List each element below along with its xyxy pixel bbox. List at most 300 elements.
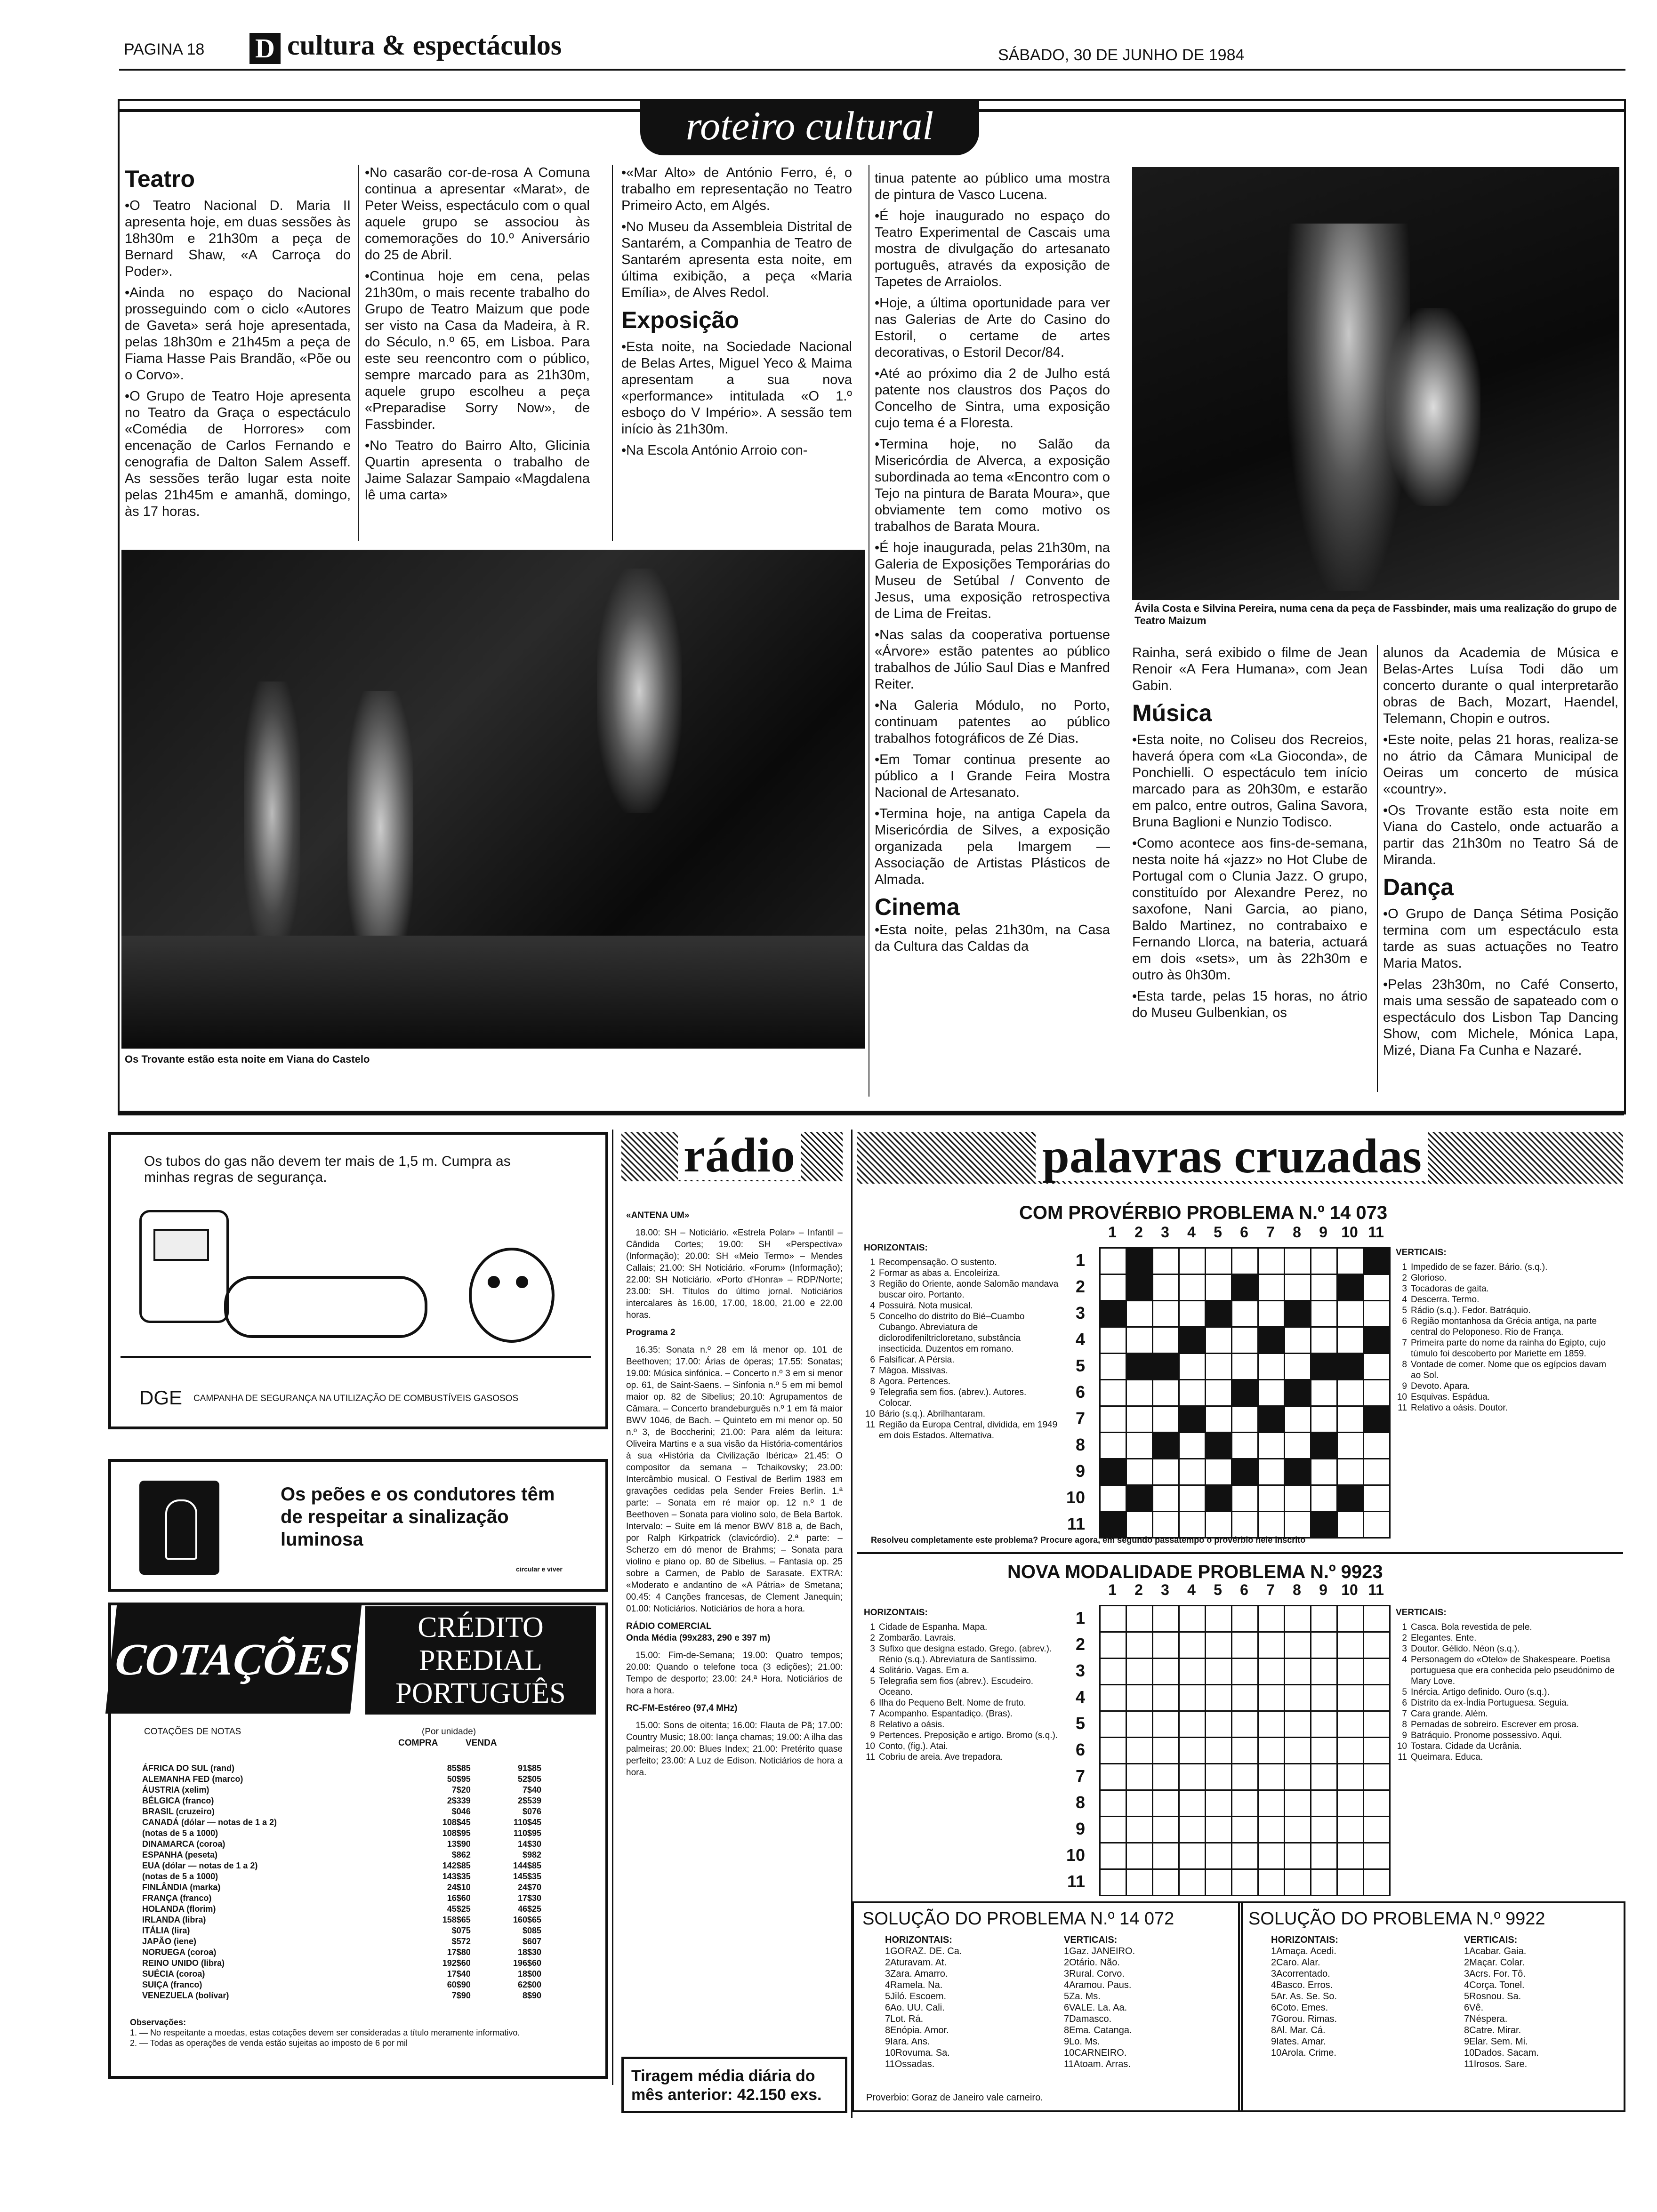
grid-cell[interactable] (1206, 1274, 1232, 1301)
grid-cell[interactable] (1206, 1354, 1232, 1380)
exposicao-heading: Exposição (621, 307, 740, 333)
grid-cell[interactable] (1179, 1764, 1206, 1790)
grid-cell[interactable] (1179, 1632, 1206, 1659)
grid-cell[interactable] (1153, 1459, 1179, 1485)
clue-line (1464, 2002, 1615, 2013)
clue-line (1396, 1730, 1617, 1741)
row-number: 1 (1075, 1250, 1085, 1270)
grid-cell[interactable] (1258, 1817, 1285, 1843)
grid-cell[interactable] (1126, 1685, 1153, 1711)
clue-number: 2 (870, 1268, 875, 1278)
grid-cell[interactable] (1153, 1738, 1179, 1764)
grid-cell[interactable] (1179, 1711, 1206, 1738)
grid-cell[interactable] (1232, 1433, 1258, 1459)
grid-row (1100, 1248, 1390, 1274)
grid-cell[interactable] (1258, 1711, 1285, 1738)
grid-cell[interactable] (1153, 1274, 1179, 1301)
black-square (1285, 1301, 1311, 1327)
grid-cell[interactable] (1364, 1764, 1390, 1790)
clue-text: Queimara. Educa. (1411, 1752, 1483, 1762)
grid-cell[interactable] (1100, 1869, 1126, 1896)
grid-cell[interactable] (1232, 1659, 1258, 1685)
grid-cell[interactable] (1311, 1248, 1337, 1274)
grid-cell[interactable] (1364, 1354, 1390, 1380)
grid-cell[interactable] (1311, 1685, 1337, 1711)
grid-cell[interactable] (1126, 1459, 1153, 1485)
grid-cell[interactable] (1258, 1764, 1285, 1790)
problem-9923-title: NOVA MODALIDADE PROBLEMA N.º 9923 (1007, 1562, 1383, 1582)
grid-cell[interactable] (1311, 1485, 1337, 1512)
black-square (1337, 1485, 1364, 1512)
grid-cell[interactable] (1285, 1433, 1311, 1459)
grid-cell[interactable] (1364, 1512, 1390, 1538)
sell-rate: 7$40 (522, 1785, 541, 1795)
grid-cell[interactable] (1364, 1274, 1390, 1301)
grid-cell[interactable] (1232, 1817, 1258, 1843)
grid-cell[interactable] (1126, 1512, 1153, 1538)
grid-cell[interactable] (1337, 1817, 1364, 1843)
grid-cell[interactable] (1179, 1790, 1206, 1817)
grid-cell[interactable] (1206, 1606, 1232, 1632)
grid-cell[interactable] (1179, 1606, 1206, 1632)
row-number: 5 (1075, 1714, 1085, 1733)
grid-cell[interactable] (1311, 1406, 1337, 1433)
currency-name: IRLANDA (libra) (142, 1915, 206, 1924)
clue-line (864, 1719, 1062, 1730)
grid-cell[interactable] (1153, 1248, 1179, 1274)
grid-cell[interactable] (1258, 1459, 1285, 1485)
clue-text: Cobriu de areia. Ave trepadora. (879, 1752, 1003, 1762)
grid-cell[interactable] (1258, 1433, 1285, 1459)
grid-cell[interactable] (1285, 1606, 1311, 1632)
clue-text: Rosnou. Sa. (1469, 1991, 1521, 2002)
grid-cell[interactable] (1179, 1869, 1206, 1896)
grid-cell[interactable] (1285, 1869, 1311, 1896)
clue-line (864, 1622, 1062, 1633)
quotes-header (144, 1727, 568, 1737)
grid-cell[interactable] (1100, 1606, 1126, 1632)
grid-cell[interactable] (1311, 1459, 1337, 1485)
clue-line (864, 1752, 1062, 1763)
grid-cell[interactable] (1364, 1869, 1390, 1896)
clue-number: 3 (1402, 1284, 1407, 1294)
grid-cell[interactable] (1285, 1512, 1311, 1538)
grid-cell[interactable] (1126, 1869, 1153, 1896)
clue-line (864, 1741, 1062, 1752)
buy-rate: 108$95 (442, 1828, 471, 1838)
grid-cell[interactable] (1179, 1843, 1206, 1869)
grid-cell[interactable] (1285, 1274, 1311, 1301)
clue-number: 1 (885, 1946, 891, 1956)
clue-line (864, 1633, 1062, 1643)
grid-cell[interactable] (1179, 1817, 1206, 1843)
grid-cell[interactable] (1153, 1817, 1179, 1843)
sell-rate: 62$00 (517, 1980, 541, 1989)
black-square (1100, 1301, 1126, 1327)
grid-cell[interactable] (1258, 1301, 1285, 1327)
grid-cell[interactable] (1100, 1711, 1126, 1738)
grid-row (1100, 1843, 1390, 1869)
danca-item: • Pelas 23h30m, no Café Conserto, mais uma sessão de sapateado com o espectáculo dos Lisbon Tap Dancing Show, com Michele, Mónica Lapa, Mizé, Diana Fa Cunha e Nazaré. (1383, 977, 1618, 1059)
grid-cell[interactable] (1100, 1632, 1126, 1659)
grid-cell[interactable] (1311, 1738, 1337, 1764)
musica-column (1132, 645, 1367, 1026)
grid-cell[interactable] (1153, 1406, 1179, 1433)
grid-cell[interactable] (1100, 1764, 1126, 1790)
column-number: 2 (1134, 1224, 1143, 1241)
grid-cell[interactable] (1258, 1274, 1285, 1301)
clue-text: Tocadoras de gaita. (1411, 1284, 1489, 1294)
grid-cell[interactable] (1179, 1433, 1206, 1459)
grid-cell[interactable] (1100, 1354, 1126, 1380)
grid-cell[interactable] (1153, 1685, 1179, 1711)
grid-cell[interactable] (1126, 1301, 1153, 1327)
grid-cell[interactable] (1153, 1790, 1179, 1817)
grid-cell[interactable] (1100, 1380, 1126, 1406)
grid-cell[interactable] (1285, 1843, 1311, 1869)
grid-cell[interactable] (1285, 1485, 1311, 1512)
grid-cell[interactable] (1179, 1354, 1206, 1380)
grid-cell[interactable] (1337, 1790, 1364, 1817)
solution-9922-horizontal (1271, 1934, 1422, 2059)
clue-text: Iates. Amar. (1276, 2036, 1326, 2047)
grid-cell[interactable] (1126, 1764, 1153, 1790)
gas-mascot-illustration (469, 1248, 555, 1343)
grid-row (1100, 1485, 1390, 1512)
grid-cell[interactable] (1311, 1327, 1337, 1354)
grid-cell[interactable] (1232, 1406, 1258, 1433)
black-square (1232, 1380, 1258, 1406)
quote-row (139, 1763, 544, 1774)
crossword-rule (857, 1552, 1623, 1554)
grid-cell[interactable] (1126, 1843, 1153, 1869)
grid-cell[interactable] (1364, 1685, 1390, 1711)
grid-cell[interactable] (1311, 1274, 1337, 1301)
grid-cell[interactable] (1285, 1406, 1311, 1433)
grid-cell[interactable] (1179, 1738, 1206, 1764)
grid-cell[interactable] (1232, 1632, 1258, 1659)
grid-cell[interactable] (1232, 1354, 1258, 1380)
exposicao-item: • É hoje inaugurada, pelas 21h30m, na Galeria de Exposições Temporárias do Museu de Setúbal / Convento de Jesus, uma exposição retrospectiva de Lima de Freitas. (875, 540, 1110, 622)
grid-cell[interactable] (1100, 1790, 1126, 1817)
grid-cell[interactable] (1232, 1738, 1258, 1764)
grid-cell[interactable] (1337, 1327, 1364, 1354)
grid-cell[interactable] (1126, 1659, 1153, 1685)
grid-cell[interactable] (1232, 1301, 1258, 1327)
grid-cell[interactable] (1232, 1606, 1258, 1632)
grid-cell[interactable] (1153, 1632, 1179, 1659)
grid-cell[interactable] (1364, 1738, 1390, 1764)
currency-name: BÉLGICA (franco) (142, 1796, 214, 1805)
clue-number: 3 (1464, 1969, 1470, 1979)
grid-cell[interactable] (1179, 1248, 1206, 1274)
grid-cell[interactable] (1285, 1685, 1311, 1711)
grid-cell[interactable] (1258, 1354, 1285, 1380)
grid-cell[interactable] (1337, 1869, 1364, 1896)
clue-line (864, 1698, 1062, 1708)
clue-text: Esquivas. Espádua. (1411, 1392, 1490, 1402)
black-square (1337, 1354, 1364, 1380)
grid-cell[interactable] (1153, 1327, 1179, 1354)
grid-cell[interactable] (1126, 1406, 1153, 1433)
currency-name: ITÁLIA (lira) (142, 1926, 190, 1935)
grid-cell[interactable] (1100, 1738, 1126, 1764)
grid-cell[interactable] (1100, 1817, 1126, 1843)
grid-cell[interactable] (1206, 1817, 1232, 1843)
grid-cell[interactable] (1206, 1248, 1232, 1274)
clue-number: 5 (870, 1676, 875, 1686)
grid-cell[interactable] (1153, 1843, 1179, 1869)
grid-cell[interactable] (1364, 1301, 1390, 1327)
grid-cell[interactable] (1126, 1790, 1153, 1817)
grid-cell[interactable] (1206, 1380, 1232, 1406)
clue-line (1064, 2025, 1215, 2036)
grid-cell[interactable] (1285, 1327, 1311, 1354)
grid-cell[interactable] (1232, 1327, 1258, 1354)
grid-cell[interactable] (1337, 1380, 1364, 1406)
grid-cell[interactable] (1364, 1485, 1390, 1512)
grid-cell[interactable] (1311, 1711, 1337, 1738)
clue-number: 10 (1397, 1392, 1407, 1402)
clue-number: 2 (1271, 1957, 1277, 1968)
grid-cell[interactable] (1153, 1711, 1179, 1738)
grid-cell[interactable] (1258, 1512, 1285, 1538)
grid-cell[interactable] (1100, 1327, 1126, 1354)
clue-line (1396, 1622, 1617, 1633)
buy-rate: 7$90 (451, 1991, 471, 2000)
grid-cell[interactable] (1364, 1433, 1390, 1459)
grid-cell[interactable] (1258, 1248, 1285, 1274)
grid-cell[interactable] (1337, 1301, 1364, 1327)
grid-cell[interactable] (1258, 1380, 1285, 1406)
grid-cell[interactable] (1232, 1248, 1258, 1274)
grid-cell[interactable] (1258, 1659, 1285, 1685)
circulation-box (621, 2057, 847, 2113)
clue-line (1271, 2036, 1422, 2047)
grid-cell[interactable] (1337, 1459, 1364, 1485)
grid-cell[interactable] (1311, 1790, 1337, 1817)
grid-cell[interactable] (1232, 1485, 1258, 1512)
grid-cell[interactable] (1232, 1512, 1258, 1538)
grid-cell[interactable] (1100, 1659, 1126, 1685)
grid-cell[interactable] (1126, 1738, 1153, 1764)
grid-cell[interactable] (1100, 1433, 1126, 1459)
grid-cell[interactable] (1232, 1869, 1258, 1896)
clue-line (1271, 1968, 1422, 1980)
grid-cell[interactable] (1258, 1738, 1285, 1764)
grid-cell[interactable] (1311, 1869, 1337, 1896)
grid-cell[interactable] (1364, 1380, 1390, 1406)
quote-row (139, 1795, 544, 1806)
grid-cell[interactable] (1206, 1406, 1232, 1433)
grid-cell[interactable] (1206, 1764, 1232, 1790)
grid-cell[interactable] (1153, 1606, 1179, 1632)
grid-cell[interactable] (1337, 1248, 1364, 1274)
grid-cell[interactable] (1126, 1711, 1153, 1738)
grid-cell[interactable] (1126, 1433, 1153, 1459)
grid-cell[interactable] (1206, 1843, 1232, 1869)
grid-cell[interactable] (1364, 1659, 1390, 1685)
grid-cell[interactable] (1364, 1843, 1390, 1869)
clue-line (885, 2047, 1036, 2059)
grid-cell[interactable] (1100, 1274, 1126, 1301)
column-divider (358, 165, 359, 541)
grid-cell[interactable] (1258, 1790, 1285, 1817)
black-square (1206, 1433, 1232, 1459)
grid-cell[interactable] (1153, 1869, 1179, 1896)
grid-cell[interactable] (1337, 1512, 1364, 1538)
grid-cell[interactable] (1285, 1711, 1311, 1738)
clue-line (1464, 1980, 1615, 1991)
crossword-grid-14073[interactable] (1099, 1247, 1391, 1539)
grid-cell[interactable] (1153, 1764, 1179, 1790)
grid-cell[interactable] (1337, 1685, 1364, 1711)
grid-cell[interactable] (1100, 1843, 1126, 1869)
grid-cell[interactable] (1206, 1512, 1232, 1538)
grid-cell[interactable] (1100, 1485, 1126, 1512)
grid-cell[interactable] (1258, 1685, 1285, 1711)
grid-cell[interactable] (1364, 1711, 1390, 1738)
clue-text: Corça. Tonel. (1469, 1980, 1525, 1990)
grid-cell[interactable] (1126, 1632, 1153, 1659)
grid-cell[interactable] (1364, 1606, 1390, 1632)
grid-cell[interactable] (1311, 1301, 1337, 1327)
grid-row (1100, 1354, 1390, 1380)
grid-cell[interactable] (1153, 1485, 1179, 1512)
grid-cell[interactable] (1126, 1327, 1153, 1354)
grid-cell[interactable] (1232, 1843, 1258, 1869)
grid-cell[interactable] (1285, 1354, 1311, 1380)
grid-cell[interactable] (1179, 1301, 1206, 1327)
grid-cell[interactable] (1100, 1248, 1126, 1274)
cotacoes-title: COTAÇÕES (105, 1605, 362, 1714)
grid-cell[interactable] (1206, 1711, 1232, 1738)
grid-cell[interactable] (1311, 1380, 1337, 1406)
grid-cell[interactable] (1285, 1738, 1311, 1764)
grid-cell[interactable] (1232, 1790, 1258, 1817)
crossword-grid-9923[interactable] (1099, 1605, 1391, 1896)
grid-cell[interactable] (1179, 1459, 1206, 1485)
grid-cell[interactable] (1153, 1512, 1179, 1538)
grid-cell[interactable] (1153, 1301, 1179, 1327)
clue-text: Primeira parte do nome da rainha do Egipto, cujo túmulo foi descoberto por Mariette em 1859. (1411, 1338, 1606, 1359)
grid-cell[interactable] (1337, 1764, 1364, 1790)
grid-cell[interactable] (1206, 1659, 1232, 1685)
grid-cell[interactable] (1206, 1790, 1232, 1817)
grid-cell[interactable] (1258, 1485, 1285, 1512)
grid-cell[interactable] (1364, 1459, 1390, 1485)
clue-text: Devoto. Apara. (1411, 1381, 1470, 1391)
grid-cell[interactable] (1285, 1817, 1311, 1843)
grid-cell[interactable] (1179, 1380, 1206, 1406)
grid-cell[interactable] (1337, 1606, 1364, 1632)
grid-cell[interactable] (1285, 1248, 1311, 1274)
grid-cell[interactable] (1285, 1790, 1311, 1817)
buy-rate: $572 (451, 1937, 471, 1946)
grid-cell[interactable] (1285, 1632, 1311, 1659)
grid-cell[interactable] (1126, 1606, 1153, 1632)
clue-text: Basco. Erros. (1276, 1980, 1333, 1990)
p2-horizontal-clues (864, 1607, 1062, 1763)
clue-text: Bário (s.q.). Abrilhantaram. (879, 1409, 985, 1419)
grid-cell[interactable] (1153, 1380, 1179, 1406)
grid-cell[interactable] (1311, 1817, 1337, 1843)
grid-cell[interactable] (1100, 1685, 1126, 1711)
grid-cell[interactable] (1311, 1843, 1337, 1869)
grid-cell[interactable] (1206, 1632, 1232, 1659)
grid-cell[interactable] (1126, 1380, 1153, 1406)
grid-cell[interactable] (1179, 1485, 1206, 1512)
column-number: 6 (1240, 1581, 1248, 1598)
grid-cell[interactable] (1337, 1711, 1364, 1738)
grid-cell[interactable] (1126, 1817, 1153, 1843)
quote-row (139, 1893, 544, 1904)
page-number: PAGINA 18 (124, 40, 205, 58)
clue-text: Acorrentado. (1276, 1969, 1330, 1979)
clue-number: 9 (1064, 2036, 1070, 2047)
grid-cell[interactable] (1337, 1433, 1364, 1459)
buy-rate: 142$85 (442, 1861, 471, 1870)
grid-cell[interactable] (1337, 1843, 1364, 1869)
clue-number: 11 (1464, 2059, 1474, 2069)
gas-mascot-eye (516, 1276, 528, 1288)
grid-cell[interactable] (1258, 1869, 1285, 1896)
grid-cell[interactable] (1206, 1685, 1232, 1711)
clue-text: Maçar. Colar. (1469, 1957, 1525, 1968)
grid-cell[interactable] (1179, 1659, 1206, 1685)
grid-cell[interactable] (1206, 1459, 1232, 1485)
grid-cell[interactable] (1258, 1632, 1285, 1659)
grid-cell[interactable] (1311, 1764, 1337, 1790)
grid-cell[interactable] (1364, 1632, 1390, 1659)
currency-name: ALEMANHA FED (marco) (142, 1774, 243, 1784)
clue-line (1064, 1968, 1215, 1980)
grid-cell[interactable] (1337, 1632, 1364, 1659)
grid-cell[interactable] (1100, 1406, 1126, 1433)
clue-line (864, 1387, 1062, 1409)
clue-line (864, 1419, 1062, 1441)
grid-cell[interactable] (1232, 1685, 1258, 1711)
grid-cell[interactable] (1232, 1711, 1258, 1738)
grid-cell[interactable] (1311, 1632, 1337, 1659)
teatro-column-1 (125, 160, 351, 525)
circular-e-viver-logo: circular e viver (516, 1565, 563, 1573)
grid-cell[interactable] (1179, 1274, 1206, 1301)
grid-cell[interactable] (1364, 1790, 1390, 1817)
sell-rate: 145$35 (513, 1872, 541, 1881)
grid-cell[interactable] (1311, 1659, 1337, 1685)
grid-cell[interactable] (1285, 1659, 1311, 1685)
grid-cell[interactable] (1206, 1738, 1232, 1764)
grid-cell[interactable] (1179, 1512, 1206, 1538)
grid-cell[interactable] (1285, 1764, 1311, 1790)
grid-cell[interactable] (1337, 1659, 1364, 1685)
grid-cell[interactable] (1258, 1843, 1285, 1869)
grid-cell[interactable] (1206, 1869, 1232, 1896)
grid-cell[interactable] (1364, 1817, 1390, 1843)
grid-cell[interactable] (1337, 1406, 1364, 1433)
grid-cell[interactable] (1153, 1659, 1179, 1685)
grid-cell[interactable] (1258, 1606, 1285, 1632)
clue-number: 7 (870, 1709, 875, 1719)
grid-cell[interactable] (1179, 1685, 1206, 1711)
grid-cell[interactable] (1206, 1327, 1232, 1354)
row-number: 10 (1066, 1845, 1086, 1865)
grid-cell[interactable] (1311, 1606, 1337, 1632)
clue-number: 4 (1464, 1980, 1470, 1990)
grid-cell[interactable] (1337, 1738, 1364, 1764)
grid-cell[interactable] (1232, 1764, 1258, 1790)
